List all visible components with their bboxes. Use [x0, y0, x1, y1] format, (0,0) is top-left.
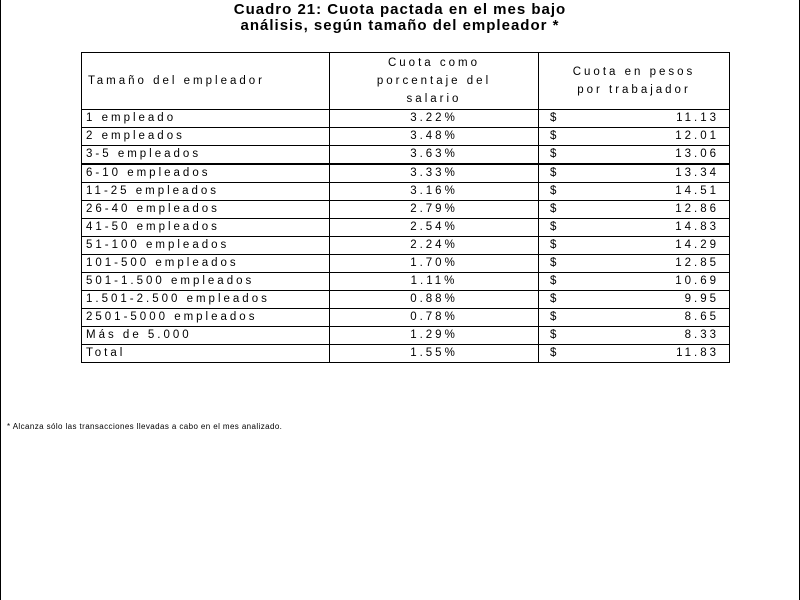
table-row: [82, 146, 730, 165]
fee-amount: 10.69: [675, 275, 719, 287]
employer-size-cell: 41-50 empleados: [82, 219, 330, 237]
fee-pesos-cell: [539, 219, 730, 237]
employer-size-cell: 101-500 empleados: [82, 255, 330, 273]
fee-pesos-cell: [539, 273, 730, 291]
table-row: [82, 201, 730, 219]
table-row: [82, 291, 730, 309]
table-row: [82, 327, 730, 345]
currency-symbol: $: [550, 293, 560, 305]
fee-amount: 12.01: [675, 130, 719, 142]
header-employer-size: [82, 53, 330, 110]
table-row: [82, 345, 730, 363]
currency-symbol: $: [550, 329, 560, 341]
title-line-1: Cuadro 21: Cuota pactada en el mes bajo: [233, 1, 567, 18]
fee-percent-cell: 0.78%: [330, 309, 539, 327]
fee-pesos-cell: [539, 255, 730, 273]
table-body: [82, 110, 730, 363]
fee-pesos-cell: [539, 345, 730, 363]
fee-amount: 11.13: [676, 112, 719, 124]
table-row: [82, 183, 730, 201]
currency-symbol: $: [550, 148, 560, 160]
employer-size-cell: 26-40 empleados: [82, 201, 330, 219]
employer-size-cell: Más de 5.000: [82, 327, 330, 345]
fee-amount: 14.29: [675, 239, 719, 251]
currency-symbol: $: [550, 257, 560, 269]
table-row: [82, 309, 730, 327]
fee-amount: 8.65: [684, 311, 719, 323]
fee-percent-cell: 3.63%: [330, 146, 539, 165]
fee-amount: 14.51: [675, 185, 719, 197]
fee-percent-cell: 3.16%: [330, 183, 539, 201]
title-line-2: análisis, según tamaño del empleador *: [240, 17, 560, 34]
employer-size-cell: 1.501-2.500 empleados: [82, 291, 330, 309]
fee-amount: 13.06: [675, 148, 719, 160]
fee-pesos-cell: [539, 146, 730, 165]
fee-pesos-cell: [539, 183, 730, 201]
fee-amount: 13.34: [675, 167, 719, 179]
employer-size-cell: 501-1.500 empleados: [82, 273, 330, 291]
currency-symbol: $: [550, 203, 560, 215]
fee-pesos-cell: [539, 128, 730, 146]
fee-pesos-cell: [539, 291, 730, 309]
currency-symbol: $: [550, 239, 560, 251]
table-header-row: [82, 53, 730, 110]
fee-percent-cell: 2.24%: [330, 237, 539, 255]
currency-symbol: $: [550, 130, 560, 142]
currency-symbol: $: [550, 221, 560, 233]
fee-percent-cell: 1.11%: [330, 273, 539, 291]
fee-amount: 9.95: [684, 293, 719, 305]
fee-pesos-cell: [539, 110, 730, 128]
currency-symbol: $: [550, 311, 560, 323]
fee-pesos-cell: [539, 327, 730, 345]
fee-amount: 14.83: [675, 221, 719, 233]
fee-pesos-cell: [539, 164, 730, 183]
employer-size-cell: 2501-5000 empleados: [82, 309, 330, 327]
fee-percent-cell: 3.33%: [330, 164, 539, 183]
fee-amount: 12.86: [675, 203, 719, 215]
table-row: [82, 128, 730, 146]
currency-symbol: $: [550, 347, 560, 359]
fee-amount: 8.33: [684, 329, 719, 341]
fee-amount: 12.85: [675, 257, 719, 269]
footnote: * Alcanza sólo las transacciones llevadas a cabo en el mes analizado.: [7, 422, 283, 431]
page-title: [0, 2, 800, 34]
employer-size-cell: Total: [82, 345, 330, 363]
currency-symbol: $: [550, 275, 560, 287]
table-row: [82, 255, 730, 273]
table-row: [82, 110, 730, 128]
table-row: [82, 219, 730, 237]
table-row: [82, 164, 730, 183]
employer-size-cell: 51-100 empleados: [82, 237, 330, 255]
fee-percent-cell: 2.54%: [330, 219, 539, 237]
table-row: [82, 273, 730, 291]
fee-percent-cell: 1.29%: [330, 327, 539, 345]
employer-size-cell: 3-5 empleados: [82, 146, 330, 165]
fee-percent-cell: 2.79%: [330, 201, 539, 219]
header-fee-percent: [330, 53, 539, 110]
employer-size-cell: 1 empleado: [82, 110, 330, 128]
header-fee-pesos-line-1: Cuota en pesos: [572, 66, 696, 78]
fee-percent-cell: 3.22%: [330, 110, 539, 128]
fee-percent-cell: 3.48%: [330, 128, 539, 146]
header-fee-pesos: [539, 53, 730, 110]
fee-pesos-cell: [539, 237, 730, 255]
header-fee-percent-line-3: salario: [406, 93, 462, 105]
fee-pesos-cell: [539, 201, 730, 219]
employer-size-cell: 11-25 empleados: [82, 183, 330, 201]
table-row: [82, 237, 730, 255]
employer-size-cell: 6-10 empleados: [82, 164, 330, 183]
header-fee-percent-line-1: Cuota como: [387, 57, 480, 69]
currency-symbol: $: [550, 112, 560, 124]
header-employer-size-label: Tamaño del empleador: [88, 75, 265, 87]
fee-percent-cell: 1.70%: [330, 255, 539, 273]
fee-table: [81, 52, 730, 363]
left-border: [0, 0, 1, 600]
fee-percent-cell: 1.55%: [330, 345, 539, 363]
header-fee-pesos-line-2: por trabajador: [577, 84, 691, 96]
currency-symbol: $: [550, 185, 560, 197]
fee-percent-cell: 0.88%: [330, 291, 539, 309]
fee-amount: 11.83: [676, 347, 719, 359]
header-fee-percent-line-2: porcentaje del: [376, 75, 492, 87]
currency-symbol: $: [550, 167, 560, 179]
employer-size-cell: 2 empleados: [82, 128, 330, 146]
fee-pesos-cell: [539, 309, 730, 327]
